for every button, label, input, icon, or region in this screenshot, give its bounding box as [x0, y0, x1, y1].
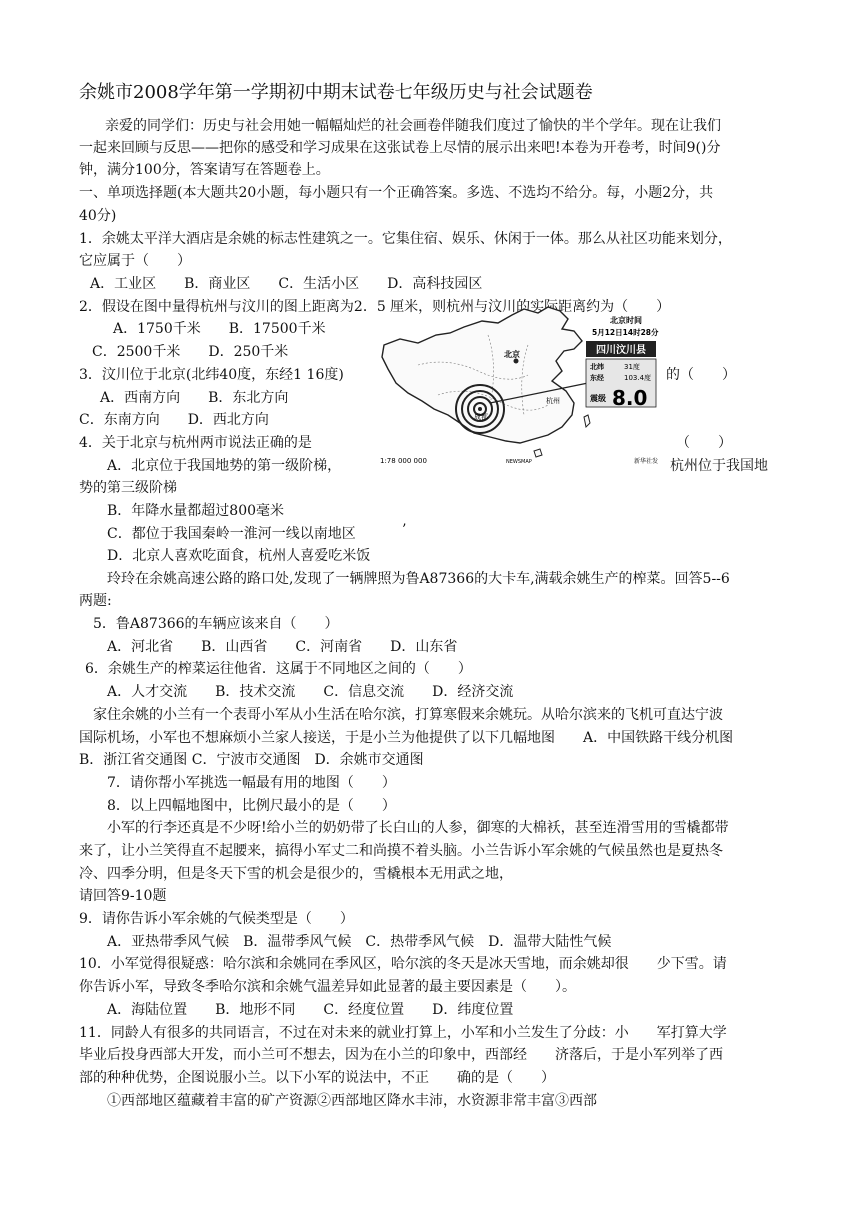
- passage-7-8-cont: 国际机场，小军也不想麻烦小兰家人接送，于是小兰为他提供了以下几幅地图 A．中国铁路干线分机图: [79, 730, 734, 746]
- island-shape: [534, 449, 542, 457]
- question-4-stem-tail: （ ）: [676, 435, 732, 451]
- info-lon-value: 103.4度: [624, 374, 652, 382]
- passage-7-8-maps: B．浙江省交通图 C．宁波市交通图 D．余姚市交通图: [79, 752, 424, 768]
- question-11-stem-cont2: 部的种种优势，企图说服小兰。以下小军的说法中，不正 确的是（ ）: [79, 1070, 555, 1086]
- info-title: 四川汶川县: [596, 345, 646, 356]
- info-mag-label: 震级: [590, 394, 606, 403]
- section-heading-cont: 40分): [79, 208, 117, 224]
- taiwan-shape: [584, 415, 590, 427]
- question-10-stem: 10．小军觉得很疑惑：哈尔滨和余姚同在季风区，哈尔滨的冬天是冰天雪地，而余姚却很 少下雪。请: [79, 956, 727, 972]
- info-box: [586, 315, 659, 410]
- question-4-option-b: B．年降水量都超过800毫米: [107, 503, 285, 519]
- passage-9-10-cont: 来了，让小兰笑得直不起腰来，搞得小军丈二和尚摸不着头脑。小兰告诉小军余姚的气候虽然也是夏热冬: [79, 843, 723, 859]
- china-earthquake-map: [378, 305, 668, 467]
- page-title: 余姚市2008学年第一学期初中期末试卷七年级历史与社会试题卷: [79, 82, 593, 103]
- question-6-options: A．人才交流 B．技术交流 C．信息交流 D．经济交流: [107, 684, 514, 700]
- question-10-stem-cont: 你告诉小军，导致冬季哈尔滨和余姚气温差异如此显著的最主要因素是（ ）。: [79, 979, 576, 995]
- question-1-stem-cont: 它应属于（ ）: [79, 253, 191, 269]
- question-3-options-cd: C．东南方向 D．西北方向: [79, 412, 269, 428]
- question-9-options: A．亚热带季风气候 B．温带季风气候 C．热带季风气候 D．温带大陆性气候: [107, 934, 612, 950]
- question-11-stem-cont: 毕业后投身西部大开发，而小兰可不想去，因为在小兰的印象中，西部经 济落后，于是小军列举了西: [79, 1047, 723, 1063]
- map-scale: 1:78 000 000: [380, 457, 427, 465]
- map-graphic: [378, 305, 668, 467]
- beijing-dot: [514, 359, 519, 364]
- city-label-beijing: 北京: [504, 350, 520, 359]
- question-4-option-c: C．都位于我国秦岭一淮河一线以南地区: [107, 526, 356, 542]
- question-1-options: A．工业区 B．商业区 C．生活小区 D．高科技园区: [90, 276, 483, 292]
- info-lat-label: 北纬: [590, 363, 604, 371]
- info-mag-value: 8.0: [612, 386, 648, 410]
- question-2-options-ab: A．1750千米 B．17500千米: [113, 321, 326, 337]
- stray-mark: ’: [402, 522, 407, 538]
- question-5-options: A．河北省 B．山西省 C．河南省 D．山东省: [107, 639, 458, 655]
- question-4-option-a-cont: 势的第三级阶梯: [79, 480, 177, 496]
- info-time-label: 北京时间: [610, 316, 642, 325]
- city-label-hangzhou: 杭州: [546, 397, 560, 405]
- question-4-stem: 4．关于北京与杭州两市说法正确的是: [79, 435, 312, 451]
- intro-line-2: 一起来回顾与反思——把你的感受和学习成果在这张试卷上尽情的展示出来吧!本卷为开卷考，时间9()分: [79, 140, 721, 156]
- question-3-stem: 3．汶川位于北京(北纬40度，东经1 16度): [79, 367, 344, 383]
- section-heading: 一、单项选择题(本大题共20小题，每小题只有一个正确答案。多选、不选均不给分。每，小题2分，共: [79, 185, 714, 201]
- question-11-items: ①西部地区蕴藏着丰富的矿产资源②西部地区降水丰沛，水资源非常丰富③西部: [107, 1093, 597, 1109]
- question-9-stem: 9．请你告诉小军余姚的气候类型是（ ）: [79, 911, 354, 927]
- passage-7-8: 家住余姚的小兰有一个表哥小军从小生活在哈尔滨，打算寒假来余姚玩。从哈尔滨来的飞机可直达宁波: [93, 707, 723, 723]
- city-label-chengdu: 成都: [474, 413, 488, 421]
- question-2-stem: 2．假设在图中量得杭州与汶川的图上距离为2．5 厘米，则杭州与汶川的实际距离约为（ ）: [79, 299, 671, 315]
- question-3-options-ab: A．西南方向 B．东北方向: [100, 390, 289, 406]
- question-6-stem: 6．余姚生产的榨菜运往他省．这属于不同地区之间的（ ）: [85, 661, 472, 677]
- info-lat-value: 31度: [624, 363, 640, 371]
- passage-5-6-cont: 两题:: [79, 593, 112, 609]
- question-8-stem: 8．以上四幅地图中，比例尺最小的是（ ）: [107, 798, 396, 814]
- info-time-value: 5月12日14时28分: [592, 328, 659, 337]
- question-11-stem: 11．同龄人有很多的共同语言，不过在对未来的就业打算上，小军和小兰发生了分歧：小 军打算大学: [79, 1025, 727, 1041]
- question-10-options: A．海陆位置 B．地形不同 C．经度位置 D．纬度位置: [107, 1002, 514, 1018]
- china-outline: [382, 307, 582, 443]
- question-7-stem: 7．请你帮小军挑选一幅最有用的地图（ ）: [107, 775, 396, 791]
- map-small-label: NEWSMAP: [506, 459, 532, 465]
- intro-line-1: 亲爱的同学们：历史与社会用她一幅幅灿烂的社会画卷伴随我们度过了愉快的半个学年。现在让我们: [105, 118, 721, 134]
- intro-line-3: 钟，满分100分，答案请写在答题卷上。: [79, 162, 330, 178]
- passage-5-6: 玲玲在余姚高速公路的路口处,发现了一辆牌照为鲁A87366的大卡车,满载余姚生产的榨菜。回答5--6: [107, 571, 730, 587]
- passage-9-10-cont2: 冷、四季分明，但是冬天下雪的机会是很少的，雪橇根本无用武之地，: [79, 866, 513, 882]
- passage-9-10: 小军的行李还真是不少呀!给小兰的奶奶带了长白山的人参，御寒的大棉袄，甚至连滑雪用的雪橇都带: [107, 820, 729, 836]
- question-2-options-cd: C．2500千米 D．250千米: [92, 344, 289, 360]
- question-3-stem-tail: 的（ ）: [666, 367, 736, 383]
- question-4-option-a-tail: 杭州位于我国地: [670, 458, 768, 474]
- question-5-stem: 5．鲁A87366的车辆应该来自（ ）: [93, 616, 339, 632]
- question-4-option-d: D．北京人喜欢吃面食，杭州人喜爱吃米饭: [107, 548, 371, 564]
- question-4-option-a: A．北京位于我国地势的第一级阶梯，: [107, 458, 342, 474]
- map-credit: 新华社发: [634, 458, 659, 465]
- passage-9-10-prompt: 请回答9-10题: [79, 888, 167, 904]
- info-lon-label: 东经: [590, 374, 604, 382]
- question-1-stem: 1．余姚太平洋大酒店是余姚的标志性建筑之一。它集住宿、娱乐、休闲于一体。那么从社区功能来划分，: [79, 231, 732, 247]
